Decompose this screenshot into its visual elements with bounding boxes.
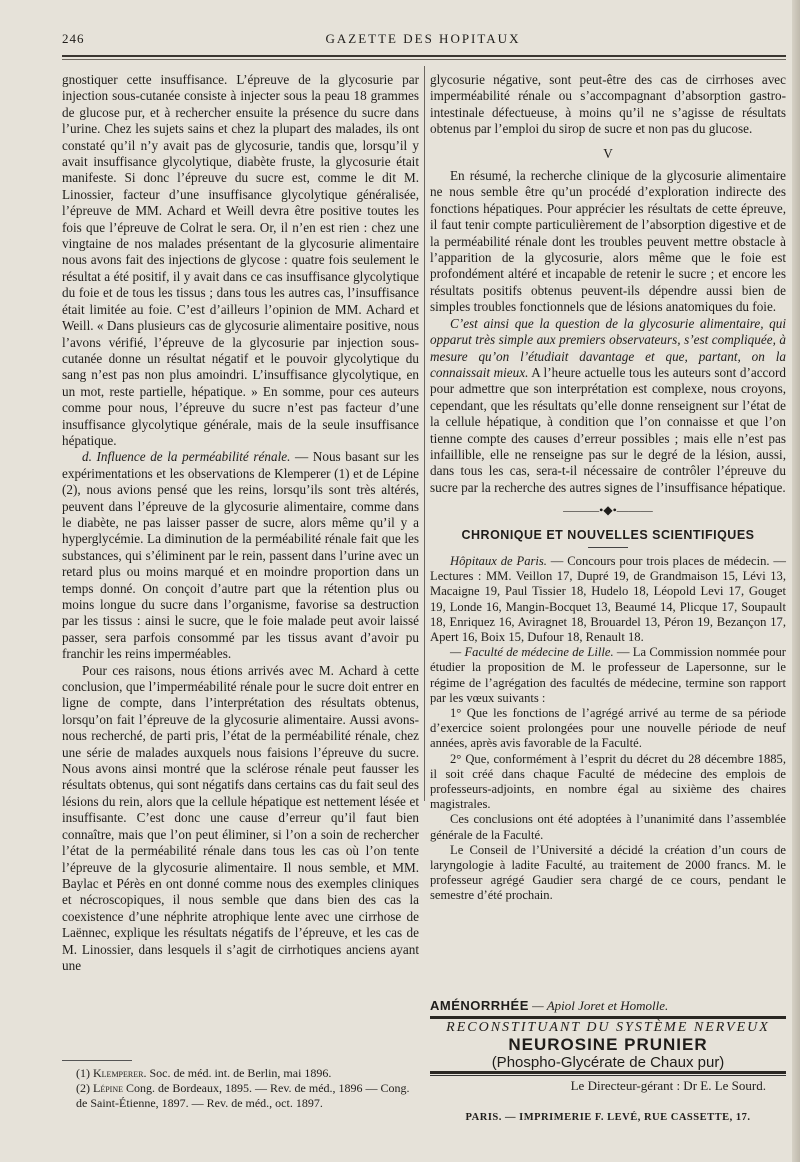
right-paragraph-2: En résumé, la recherche clinique de la glycosurie alimentaire ne nous semble être qu’un procédé d’exploration indirecte des fonctions hépatiques. Pour apprécier les résultats de cette épreuve, il faut tenir compte particulièrement de l’absorption digestive et de la perméabilité rénale dont les troubles peuvent mettre obstacle à l’apparition de la glycosurie, alors même que le foie est profondément altéré et incapable de retenir le sucre ; et encore les résultats positifs obtenus peuvent-ils dépendre aussi bien de simples troubles fonctionnels que de lésions anatomiques du foie. — [430, 168, 786, 315]
journal-title: GAZETTE DES HOPITAUX — [325, 31, 521, 46]
right-paragraph-1: glycosurie négative, sont peut-être des cas de cirrhoses avec imperméabilité rénale ou s’accompagnant d’absorption gastro-intestinale défectueuse, à moins qu’il ne s’agisse de résultats obtenus par l’emploi du sirop de sucre et non pas du glucose. — [430, 72, 786, 137]
lille-text: — La Commission nommée pour étudier la proposition de M. le professeur de Lapersonne, sur le régime de l’agrégation des facultés de médecine, termine son rapport par les vœux suivants : — [430, 645, 786, 705]
header-rule-thin — [62, 59, 786, 60]
amenorrhee-line — [430, 998, 786, 1014]
page-number: 246 — [62, 31, 85, 46]
right-paragraph-3-text: A l’heure actuelle tous les auteurs sont d’accord pour admettre que son interprétation est complexe, nous croyons, cependant, que les résultats qu’elle donne renseignent sur l’état de la cellule hépatique, à condition que l’on connaisse et que l’on tienne compte des causes d’erreur possibles ; mais elle n’est pas infaillible, elle ne renseigne pas sur le degré de la lésion, aussi, dans tous les cas, sera-t-il nécessaire de contrôler l’épreuve du sucre par la recherche des autres signes de l’insuffisance hépatique. — [430, 364, 786, 495]
director-rule — [430, 1075, 786, 1076]
left-column — [62, 72, 419, 974]
amenorrhee-label: AMÉNORRHÉE — [430, 998, 529, 1013]
ad-rule-bottom — [430, 1071, 786, 1074]
chronique-title: CHRONIQUE ET NOUVELLES SCIENTIFIQUES — [461, 527, 755, 542]
footnote-2 — [76, 1081, 419, 1111]
page-edge — [792, 0, 800, 1162]
page-header — [62, 31, 784, 51]
hopitaux-heading: Hôpitaux de Paris. — [450, 553, 547, 568]
advertisement — [430, 998, 786, 1074]
section-d-heading: d. Influence de la perméabilité rénale. — [82, 449, 291, 465]
ad-tagline: RECONSTITUANT DU SYSTÈME NERVEUX — [446, 1020, 770, 1035]
footnote-1 — [76, 1066, 419, 1081]
right-column — [430, 72, 786, 904]
ad-rule-top — [430, 1016, 786, 1019]
section-v-heading: V — [603, 145, 613, 161]
footnote-text: Soc. de méd. int. de Berlin, mai 1896. — [146, 1066, 332, 1080]
footnote-rule — [62, 1060, 132, 1061]
printer-line: PARIS. — IMPRIMERIE F. LEVÉ, RUE CASSETTE, 17. — [465, 1112, 751, 1123]
left-paragraph-3: Pour ces raisons, nous étions arrivés avec M. Achard à cette conclusion, que l’imperméabilité rénale pour le sucre doit entrer en ligne de compte, dans l’interprétation des résultats obtenus, lorsqu’on fait l’épreuve de la glycosurie alimentaire. Aussi avons-nous recherché, de parti pris, l’état de la perméabilité rénale, chez une série de malades auxquels nous faisions l’épreuve du sucre. Nous avons ainsi montré que la sclérose rénale peut fausser les résultats obtenus, qui sont négatifs dans certains cas du fait seul des lésions du rein, alors que la cellule hépatique est nettement lésée et insuffisante. C’est donc une cause d’erreur qu’il faut bien connaître, mais que l’on peut éliminer, si l’on a soin de rechercher l’état de la perméabilité rénale dans tous les cas où l’on tente l’épreuve de la glycosurie alimentaire. Il nous semble, et MM. Baylac et Pérès en ont donné comme nous des exemples cliniques et nécroscopiques, il nous semble que dans bien des cas la coexistence d’une néphrite atrophique lente avec une cirrhose de Laënnec, explique les résultats négatifs de l’épreuve, et les cas de M. Linossier, dans lesquels il s’agit de cirrhotiques anciens ayant une — [62, 662, 419, 973]
voeu-1: 1° Que les fonctions de l’agrégé arrivé au terme de sa période d’exercice soient prolongées pour une nouvelle période de neuf années, après avis favorable de la Faculté. — [430, 706, 786, 751]
section-d-paragraph — [62, 449, 419, 662]
column-separator — [424, 66, 425, 801]
footnote-mark: (1) — [76, 1066, 90, 1080]
footnote-mark: (2) — [76, 1081, 90, 1095]
voeu-2: 2° Que, conformément à l’esprit du décret du 28 décembre 1885, il soit créé dans chaque Faculté de médecine des emplois de professeurs-adjoints, en nombre égal au sixième des chaires magistrales. — [430, 751, 786, 812]
section-d-text: — Nous basant sur les expérimentations et les observations de Klemperer (1) et de Lépine (2), nous avions pensé que les reins, lorsqu’ils sont très altérés, peuvent dans l’épreuve de la glycosurie alimentaire, comme dans le diabète, ne pas laisser passer de sucre, alors même qu’il y a hyperglycémie. La diminution de la perméabilité rénale fait que les substances, qui s’éliminent par le rein, passent dans l’urine avec un retard plus ou moins marqué et en moindre proportion dans un temps donné. On conçoit d’autre part que la rétention plus ou moins longue du sucre dans l’organisme, favorise sa destruction par les tissus : ainsi le sucre, que le foie malade peut avoir laissé passer, sera parfois consommé par les tissus avant d’avoir pu franchir les reins imperméables. — [62, 449, 419, 662]
hopitaux-text: — Concours pour trois places de médecin. — Lectures : MM. Veillon 17, Dupré 19, de Grandmaison 15, Lévi 13, Macaigne 19, Paul Tissier 18, Hudelo 18, Léopold Levi 17, Gouget 19, Londe 16, Mangin-Bocquet 13, Beaumé 14, Plicque 17, Soupault 18, Enriquez 16, Aviragnet 18, Brouardel 13, Péron 19, Bezançon 17, Apert 16, Boix 15, Dufour 18, Renault 18. — [430, 553, 786, 644]
footnote-author: Klemperer. — [93, 1066, 147, 1080]
chronique-rule — [588, 547, 628, 548]
ad-product-name: NEUROSINE PRUNIER — [508, 1035, 708, 1054]
conclusion-paragraph: Ces conclusions ont été adoptées à l’unanimité dans l’assemblée générale de la Faculté. — [430, 812, 786, 842]
italic-sentence: C’est ainsi que la question de la glycosurie alimentaire, qui opparut très simple aux premiers observateurs, s’est compliquée, à mesure qu’on l’étudiait davantage et que, partant, on la connaissait mieux. — [430, 315, 786, 380]
left-paragraph-1: gnostiquer cette insuffisance. L’épreuve de la glycosurie par injection sous-cutanée consiste à injecter sous la peau 18 grammes de glucose pur, et à rechercher ensuite la présence du sucre dans l’urine. Chez les sujets sains et chez la plupart des malades, ils ont constaté qu’il n’y avait pas de glycosurie, tandis que, lorsqu’il y avait insuffisance glycolytique, diabète fruste, la glycosurie était manifeste. Si donc l’épreuve du sucre est, comme le dit M. Linossier, facteur d’une insuffisance glycolytique généralisée, l’épreuve de MM. Achard et Weill devra être positive toutes les fois que l’épreuve de Colrat le sera. Or, il n’en est rien : chez une vingtaine de nos malades présentant de la glycosurie alimentaire nous avons fait des injections de glycose : quatre fois seulement le résultat a été positif, il y avait dans ce cas insuffisance glycolytique du foie et de tous les tissus ; dans tous les autres cas, l’insuffisance était limitée au foie. C’est d’ailleurs l’opinion de MM. Achard et Weill. « Dans plusieurs cas de glycosurie alimentaire positive, nous l’avons vérifié, l’épreuve de la glycosurie par injection sous-cutanée donne un résultat négatif et le pouvoir glycolytique du sang n’est pas non plus amoindri. L’insuffisance glycolytique, en un mot, reste partielle, hépatique. » En somme, pour ces auteurs comme pour nous, l’épreuve du sucre n’est pas facteur d’une insuffisance glycolytique générale, mais de la seule insuffisance hépatique. — [62, 72, 419, 448]
ad-product-desc: (Phospho-Glycérate de Chaux pur) — [491, 1054, 725, 1071]
hopitaux-paragraph — [430, 554, 786, 645]
ornament-divider: ———•◆•——— — [563, 503, 653, 518]
conseil-paragraph: Le Conseil de l’Université a décidé la création d’un cours de laryngologie à ladite Faculté, au traitement de 2000 francs. M. le professeur agrégé Gaudier sera chargé de ce cours, pendant le semestre d’été prochain. — [430, 842, 786, 903]
lille-heading: — Faculté de médecine de Lille. — [450, 645, 614, 660]
footnote-text: Cong. de Bordeaux, 1895. — Rev. de méd., 1896 — Cong. de Saint-Étienne, 1897. — Rev. de méd., oct. 1897. — [76, 1081, 410, 1110]
director-line: Le Directeur-gérant : Dr E. Le Sourd. — [570, 1078, 766, 1093]
footnotes — [62, 1066, 419, 1111]
footnote-author: Lépine — [93, 1081, 123, 1095]
right-paragraph-3 — [430, 316, 786, 496]
lille-paragraph — [430, 645, 786, 706]
amenorrhee-text: — Apiol Joret et Homolle. — [528, 998, 669, 1013]
director-block — [430, 1075, 786, 1094]
header-rule — [62, 55, 786, 57]
